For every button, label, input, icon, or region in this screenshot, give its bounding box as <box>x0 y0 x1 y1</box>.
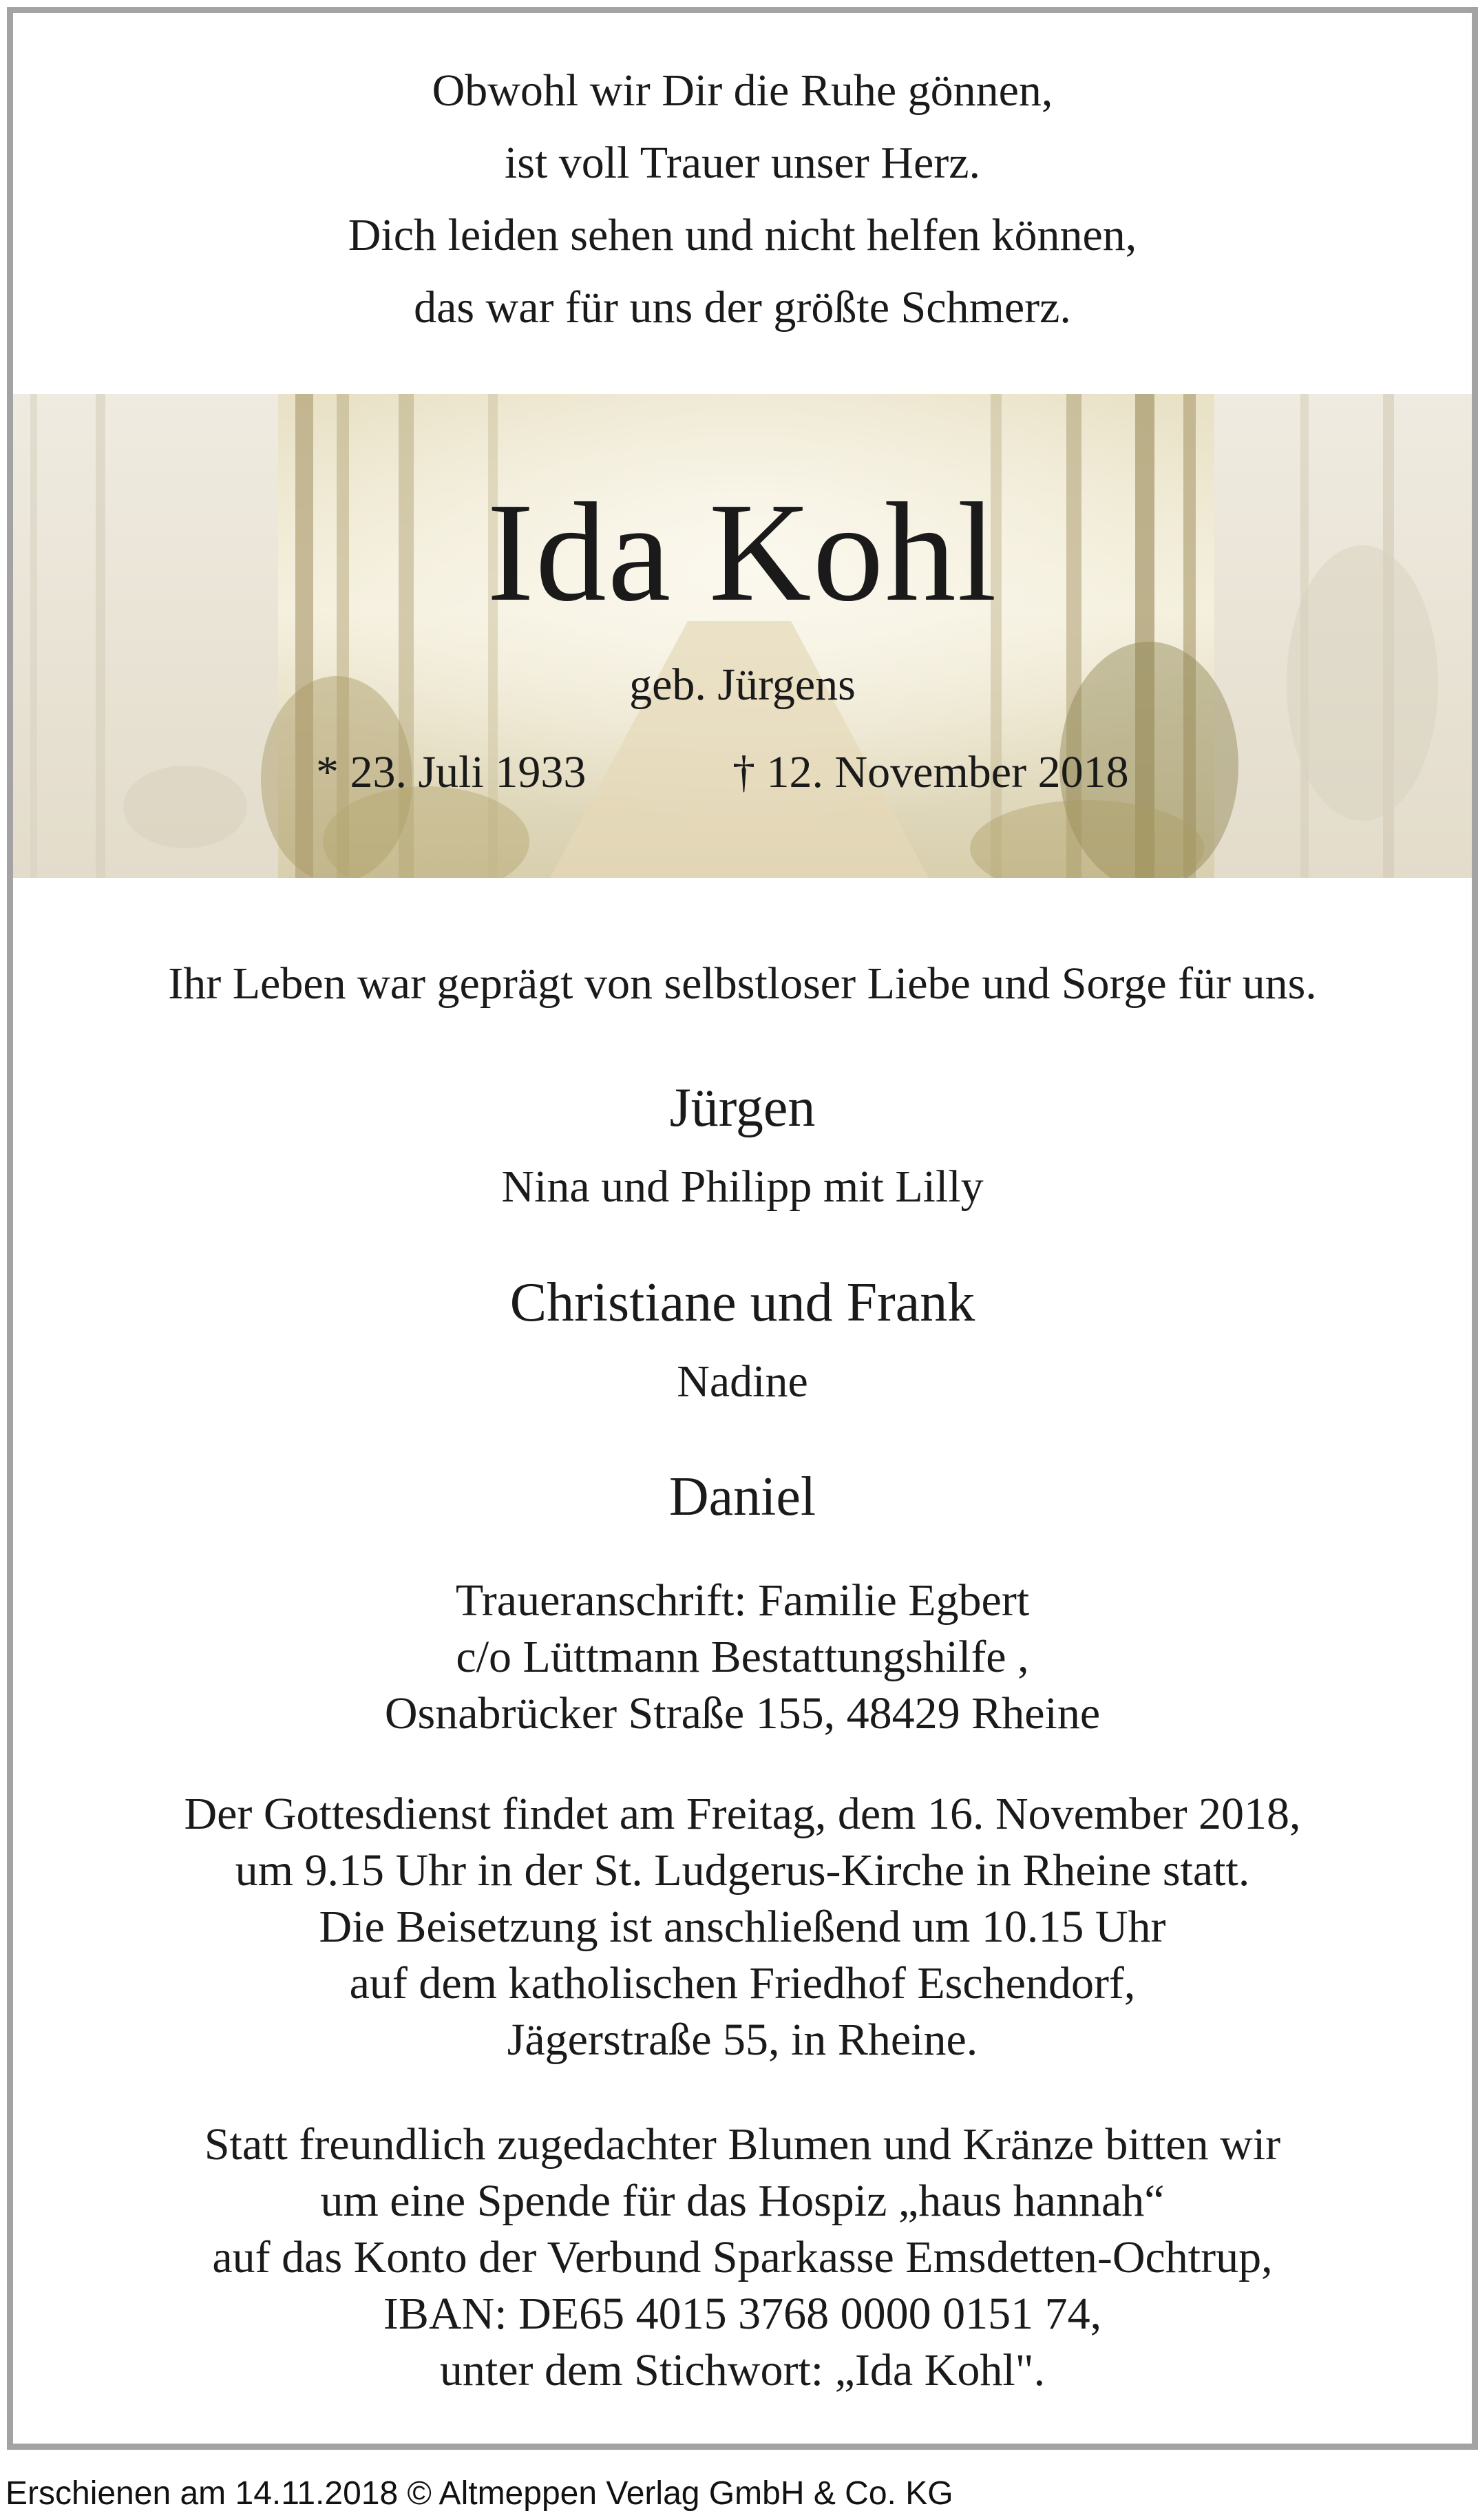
address-line: c/o Lüttmann Bestattungshilfe , <box>456 1632 1029 1682</box>
mourner-subline: Nadine <box>677 1356 808 1407</box>
death-date: † 12. November 2018 <box>732 747 1129 797</box>
donation-line: IBAN: DE65 4015 3768 0000 0151 74, <box>383 2289 1102 2339</box>
publication-note: Erschienen am 14.11.2018 © Altmeppen Verlag GmbH & Co. KG <box>6 2475 953 2512</box>
mourner-name: Christiane und Frank <box>509 1272 975 1333</box>
poem-line: Obwohl wir Dir die Ruhe gönnen, <box>432 65 1053 116</box>
service-line: um 9.15 Uhr in der St. Ludgerus-Kirche in Rheine statt. <box>235 1845 1250 1896</box>
forest-banner <box>13 394 1472 878</box>
address-line: Traueranschrift: Familie Egbert <box>455 1575 1030 1626</box>
service-line: Der Gottesdienst findet am Freitag, dem 16. November 2018, <box>184 1789 1301 1839</box>
donation-line: auf das Konto der Verbund Sparkasse Emsdetten-Ochtrup, <box>212 2232 1273 2282</box>
donation-line: Statt freundlich zugedachter Blumen und Kränze bitten wir <box>204 2119 1281 2170</box>
poem-line: ist voll Trauer unser Herz. <box>504 138 981 188</box>
motto: Ihr Leben war geprägt von selbstloser Liebe und Sorge für uns. <box>168 958 1317 1009</box>
obituary-frame <box>7 7 1478 2450</box>
birth-date: * 23. Juli 1933 <box>316 747 587 797</box>
mourning-address <box>13 1573 1472 1742</box>
service-line: Die Beisetzung ist anschließend um 10.15 Uhr <box>319 1902 1166 1952</box>
poem-line: Dich leiden sehen und nicht helfen können, <box>348 210 1137 260</box>
donation-info <box>13 2117 1472 2399</box>
donation-line: um eine Spende für das Hospiz „haus hannah“ <box>320 2176 1165 2226</box>
forest-path-image <box>13 394 1472 878</box>
service-info <box>13 1786 1472 2068</box>
service-line: auf dem katholischen Friedhof Eschendorf, <box>349 1958 1136 2008</box>
deceased-name: Ida Kohl <box>487 473 998 631</box>
mourner-subline: Nina und Philipp mit Lilly <box>501 1162 984 1212</box>
poem-line: das war für uns der größte Schmerz. <box>414 282 1071 333</box>
mourner-name: Daniel <box>668 1467 816 1527</box>
poem <box>13 54 1472 344</box>
address-line: Osnabrücker Straße 155, 48429 Rheine <box>384 1688 1101 1739</box>
birth-name: geb. Jürgens <box>629 660 856 710</box>
service-line: Jägerstraße 55, in Rheine. <box>507 2015 978 2065</box>
donation-line: unter dem Stichwort: „Ida Kohl". <box>439 2345 1046 2395</box>
mourner-name: Jürgen <box>669 1078 816 1138</box>
